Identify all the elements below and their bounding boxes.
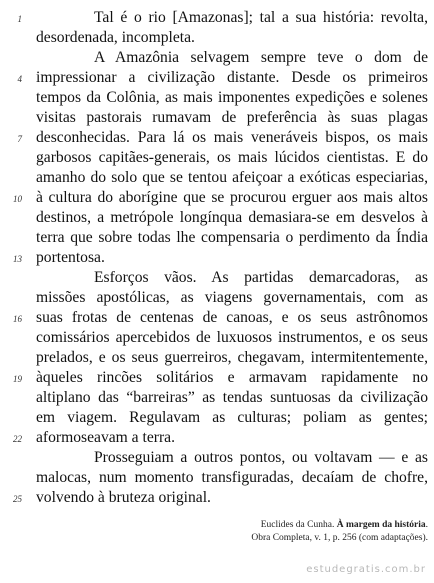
line-number: 10 <box>13 194 22 204</box>
text-line: comissários apercebidos de luxuosos instrumentos, e os seus <box>36 329 428 346</box>
text-line: aformoseavam a terra. <box>36 429 175 446</box>
citation-line-1 <box>261 519 428 532</box>
text-line: desconhecidas. Para lá os mais veneráveis bispos, os mais <box>36 129 428 146</box>
text-line: missões apostólicas, as viagens governamentais, com as <box>36 289 428 306</box>
site-watermark: estudegratis.com.br <box>306 564 426 575</box>
text-line: Tal é o rio [Amazonas]; tal a sua história: revolta, <box>94 9 428 26</box>
line-number: 25 <box>13 494 22 504</box>
text-line: prelados, e os seus guerreiros, chegavam, intermitentemente, <box>36 349 428 366</box>
citation-author: Euclides da Cunha. <box>260 520 337 530</box>
text-line: volvendo à bruteza original. <box>36 489 211 506</box>
line-number: 22 <box>13 434 22 444</box>
line-number: 1 <box>17 14 22 24</box>
citation-line-2: Obra Completa, v. 1, p. 256 (com adaptações). <box>251 533 428 543</box>
text-line: portentosa. <box>36 249 105 266</box>
text-line: àqueles rincões solitários e armavam rapidamente no <box>36 369 428 386</box>
text-line: à cultura do aborígine que se procurou erguer aos mais altos <box>36 189 428 206</box>
text-line: visitas pastorais rumavam de preferência às suas plagas <box>36 109 428 126</box>
text-line: A Amazônia selvagem sempre teve o dom de <box>94 49 428 66</box>
text-line: impressionar a civilização distante. Desde os primeiros <box>36 69 428 86</box>
line-number: 16 <box>13 314 22 324</box>
citation-title: À margem da história <box>336 520 426 530</box>
text-line: amanho do solo que se tentou afeiçoar a exóticas especiarias, <box>36 169 428 186</box>
text-line: altiplano das “barreiras” as tendas suntuosas da civilização <box>36 389 428 406</box>
text-line: Esforços vãos. As partidas demarcadoras, as <box>94 269 428 286</box>
line-number: 7 <box>17 134 22 144</box>
citation-title-end: . <box>425 520 428 530</box>
line-number: 19 <box>13 374 22 384</box>
text-line: terra que sobre todas lhe compensaria o perdimento da Índia <box>36 229 428 246</box>
text-line: desordenada, incompleta. <box>36 29 195 46</box>
text-line: Prosseguiam a outros pontos, ou voltavam — e as <box>94 449 428 466</box>
text-line: tempos da Colônia, as mais imponentes expedições e solenes <box>36 89 428 106</box>
text-line: destinos, a metrópole longínqua demasiara-se em desvelos à <box>36 209 428 226</box>
text-line: garbosos capitães-generais, os mais lúcidos cientistas. E do <box>36 149 428 166</box>
text-line: malocas, num momento transfiguradas, decaíam de chofre, <box>36 469 428 486</box>
line-number: 4 <box>17 74 22 84</box>
text-line: em viagem. Regulavam as culturas; poliam as gentes; <box>36 409 428 426</box>
line-number: 13 <box>13 254 22 264</box>
text-line: suas frotas de centenas de canoas, e os seus astrônomos <box>36 309 428 326</box>
